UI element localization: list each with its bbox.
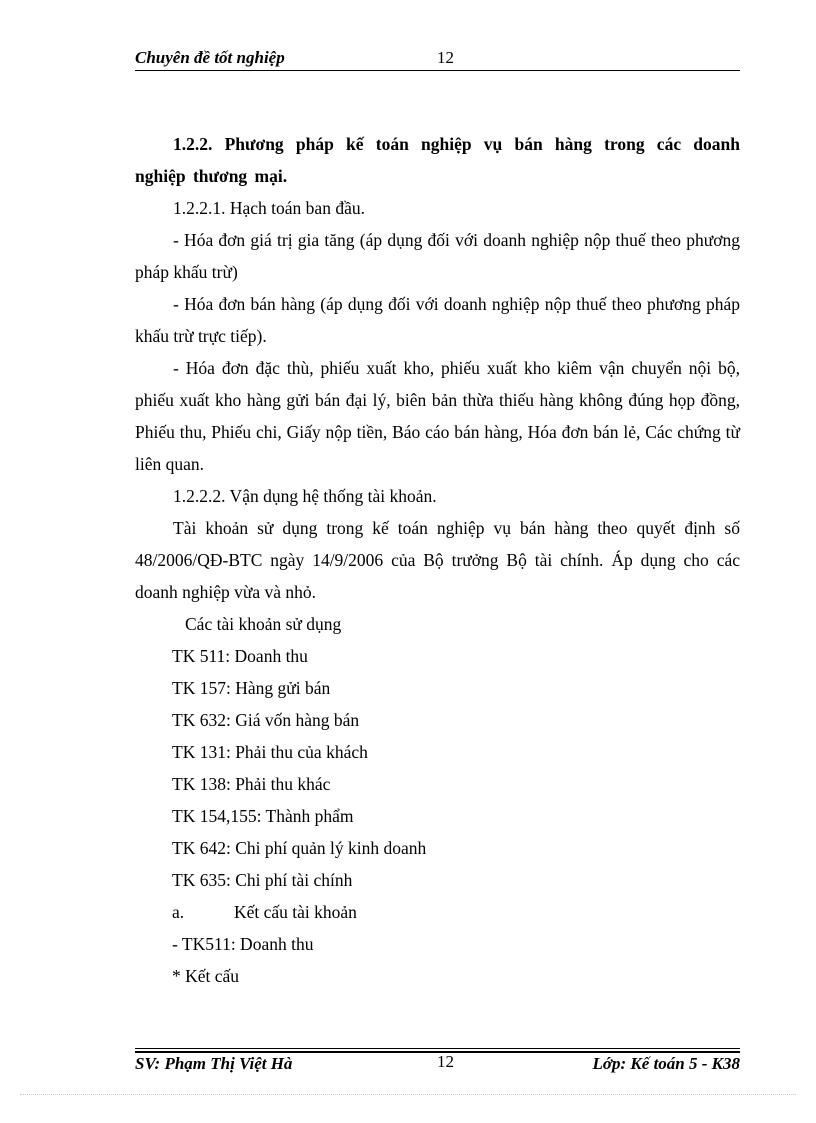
account-item: TK 511: Doanh thu [172,646,308,666]
page-edge-divider [20,1094,796,1095]
paragraph-sales-invoice: - Hóa đơn bán hàng (áp dụng đối với doanh nghiệp nộp thuế theo phương pháp khấu trừ trực tiếp). [135,294,740,346]
footer-student-name: SV: Phạm Thị Việt Hà [135,1054,293,1073]
structure-line: * Kết cấu [172,966,240,986]
footer-rule-thin [135,1048,740,1049]
tk511-line: - TK511: Doanh thu [172,934,314,954]
section-a-label: a. [172,902,185,922]
header-page-number: 12 [437,48,454,67]
section-heading: 1.2.2. Phương pháp kế toán nghiệp vụ bán hàng trong các doanh nghiệp thương mại. [135,134,740,186]
section-a-heading [135,896,740,928]
account-item: TK 157: Hàng gửi bán [172,678,331,698]
main-content [135,128,740,992]
account-item: TK 131: Phải thu của khách [172,742,368,762]
header-title: Chuyên đề tốt nghiệp [135,48,285,67]
subsection-heading-initial-accounting: 1.2.2.1. Hạch toán ban đầu. [173,198,365,218]
account-item: TK 635: Chi phí tài chính [172,870,353,890]
accounts-intro: Các tài khoản sử dụng [185,614,342,634]
account-item: TK 642: Chi phí quản lý kinh doanh [172,838,427,858]
subsection-heading-account-system: 1.2.2.2. Vận dụng hệ thống tài khoản. [173,486,437,506]
footer-class-label: Lớp: Kế toán 5 - K38 [592,1054,740,1073]
paragraph-vat-invoice: - Hóa đơn giá trị gia tăng (áp dụng đối với doanh nghiệp nộp thuế theo phương pháp khấu trừ) [135,230,740,282]
account-item: TK 138: Phải thu khác [172,774,331,794]
paragraph-special-invoices: - Hóa đơn đặc thù, phiếu xuất kho, phiếu xuất kho kiêm vận chuyển nội bộ, phiếu xuất kho hàng gửi bán đại lý, biên bản thừa thiếu hàng không đúng họp đồng, Phiếu thu, Phiếu chi, Giấy nộp tiền, Báo cáo bán hàng, Hóa đơn bán lẻ, Các chứng từ liên quan. [135,358,740,474]
paragraph-decision: Tài khoản sử dụng trong kế toán nghiệp vụ bán hàng theo quyết định số 48/2006/QĐ-BTC ngày 14/9/2006 của Bộ trưởng Bộ tài chính. Áp dụng cho các doanh nghiệp vừa và nhỏ. [135,518,740,602]
page-header [135,48,740,72]
section-a-title: Kết cấu tài khoản [234,902,357,922]
footer-page-number: 12 [437,1052,454,1071]
header-rule [135,70,740,71]
account-item: TK 154,155: Thành phẩm [172,806,354,826]
page-footer [135,1048,740,1078]
account-item: TK 632: Giá vốn hàng bán [172,710,360,730]
